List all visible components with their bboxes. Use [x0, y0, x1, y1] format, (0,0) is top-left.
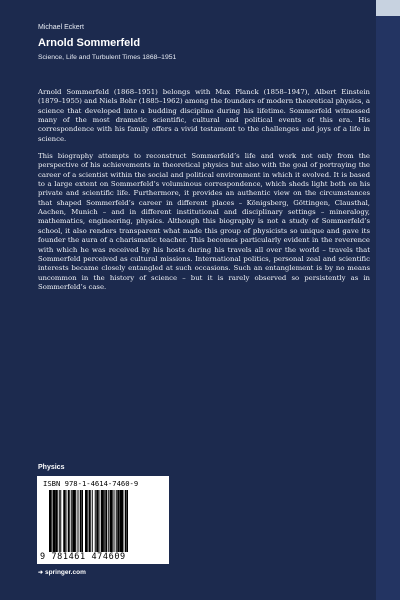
blurb-paragraph: This biography attempts to reconstruct Sommerfeld’s life and work not only from the perspective of his achievements in theoretical physics but also with the goal of portraying the career of a scientist within the social and political environment in which it evolved. It is based to a large extent on Sommerfeld’s voluminous correspondence, which sheds light both on his private and scientific life. Furthermore, it provides an authentic view on the circumstances that shaped Sommerfeld’s career in different places – Königsberg, Göttingen, Clausthal, Aachen, Munich – and in different institutional and disciplinary settings – mineralogy, mathematics, engineering, physics. Although this biography is not a study of Sommerfeld’s school, it also renders transparent what made this group of physicists so unique and gave its founder the aura of a charismatic teacher. This becomes particularly evident in the reverence with which he was received by his hosts during his travels all over the world – travels that Sommerfeld perceived as cultural missions. International politics, personal zeal and scientific interests became closely entangled at such occasions. Such an entanglement is by no means uncommon in the history of science – but it is rarely observed so persistently as in Sommerfeld’s case.: [38, 152, 370, 291]
blurb-paragraph: Arnold Sommerfeld (1868–1951) belongs with Max Planck (1858–1947), Albert Einstein (1879–1955) and Niels Bohr (1885–1962) among the founders of modern theoretical physics, a science that developed into a budding discipline during his lifetime. Sommerfeld witnessed many of the most dramatic scientific, cultural and political events of this era. His correspondence with his family offers a vivid testament to the challenges and joys of a life in science.: [38, 88, 370, 143]
barcode-bar: [92, 490, 93, 552]
barcode-bar: [51, 490, 52, 552]
barcode-bar: [95, 490, 96, 552]
barcode-bar: [120, 490, 123, 552]
barcode-bar: [82, 490, 83, 552]
barcode-bar: [60, 490, 61, 552]
book-title: Arnold Sommerfeld: [38, 37, 141, 49]
barcode-bar: [66, 490, 67, 552]
barcode-bar: [68, 490, 70, 552]
spine-edge: [376, 0, 400, 600]
barcode-bar: [71, 490, 72, 552]
barcode-bar: [99, 490, 100, 552]
barcode-image: [49, 490, 159, 552]
barcode-bar: [80, 490, 82, 552]
book-subtitle: Science, Life and Turbulent Times 1868–1951: [38, 54, 177, 61]
barcode-bar: [87, 490, 88, 552]
author-name: Michael Eckert: [38, 24, 84, 31]
blurb-text: [38, 88, 370, 300]
publisher-url-text: springer.com: [45, 569, 86, 576]
barcode-bar: [117, 490, 119, 552]
barcode-bar: [59, 490, 60, 552]
barcode-bar: [105, 490, 107, 552]
barcode-bar: [72, 490, 75, 552]
barcode-bar: [49, 490, 51, 552]
isbn-text: ISBN 978-1-4614-7460-9: [43, 479, 139, 488]
barcode-bar: [75, 490, 76, 552]
barcode-bar: [108, 490, 109, 552]
ean-number: 9 781461 474609: [40, 552, 126, 562]
barcode-bar: [110, 490, 113, 552]
barcode-panel: [37, 476, 169, 564]
barcode-bar: [127, 490, 128, 552]
barcode-bar: [85, 490, 87, 552]
publisher-url[interactable]: [38, 569, 86, 576]
barcode-bar: [53, 490, 56, 552]
barcode-bar: [116, 490, 117, 552]
cover-header: [38, 24, 368, 61]
spine-accent-strip: [376, 0, 400, 16]
barcode-bar: [114, 490, 115, 552]
subject-label: Physics: [38, 464, 65, 471]
barcode-bar: [123, 490, 124, 552]
barcode-bar: [96, 490, 98, 552]
barcode-bar: [56, 490, 58, 552]
barcode-bar: [101, 490, 104, 552]
barcode-bar: [89, 490, 91, 552]
barcode-bar: [78, 490, 79, 552]
barcode-bar: [125, 490, 127, 552]
barcode-bar: [104, 490, 105, 552]
barcode-bar: [63, 490, 65, 552]
arrow-icon: ➜: [38, 570, 44, 576]
